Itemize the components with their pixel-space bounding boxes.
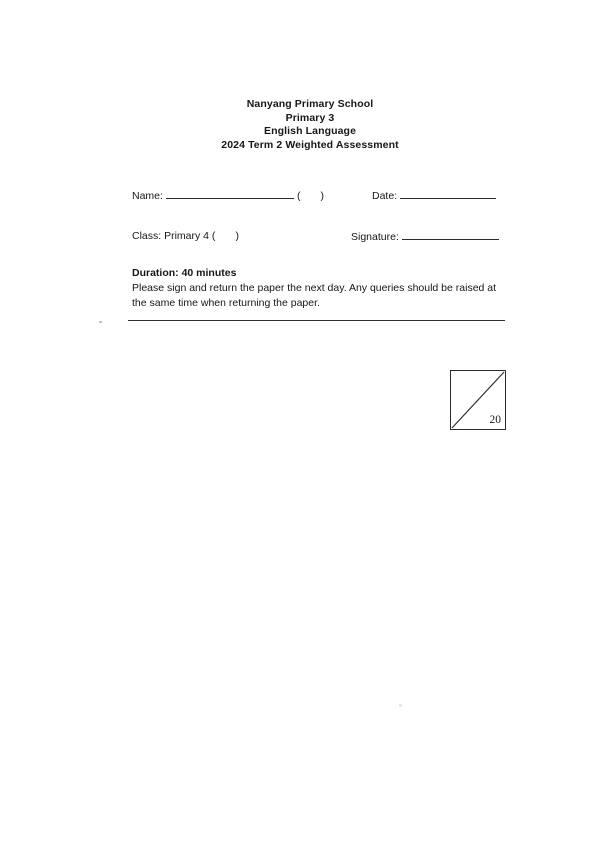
duration-text: Duration: 40 minutes xyxy=(132,267,237,279)
signature-field-group xyxy=(351,229,502,245)
name-input-line[interactable] xyxy=(166,188,294,199)
horizontal-divider xyxy=(128,320,505,321)
name-date-row xyxy=(132,188,507,206)
signature-input-line[interactable] xyxy=(402,229,499,240)
class-field-group xyxy=(132,229,239,244)
name-open-paren: ( xyxy=(296,190,301,202)
document-header xyxy=(0,98,600,152)
name-close-paren: ) xyxy=(320,190,324,202)
class-close-paren: ) xyxy=(235,230,239,242)
school-name: Nanyang Primary School xyxy=(246,98,374,110)
date-field-group xyxy=(372,188,499,204)
assessment-title: 2024 Term 2 Weighted Assessment xyxy=(221,138,399,151)
scan-artifact-speck xyxy=(99,321,102,323)
class-label: Class: Primary 4 ( xyxy=(132,230,216,242)
class-signature-row xyxy=(132,229,507,247)
scan-artifact-speck xyxy=(399,704,402,707)
subject-name: English Language xyxy=(263,125,357,138)
signature-label: Signature: xyxy=(351,231,399,243)
return-instructions-text: Please sign and return the paper the next day. Any queries should be raised at the same time when returning the paper. xyxy=(132,282,497,309)
date-label: Date: xyxy=(372,190,398,202)
name-label: Name: xyxy=(132,190,163,202)
name-field-group xyxy=(132,188,324,204)
total-marks-label: 20 xyxy=(489,414,501,426)
instructions-block xyxy=(132,266,504,310)
marks-box[interactable] xyxy=(450,370,506,430)
grade-level: Primary 3 xyxy=(285,111,335,124)
date-input-line[interactable] xyxy=(400,188,496,199)
